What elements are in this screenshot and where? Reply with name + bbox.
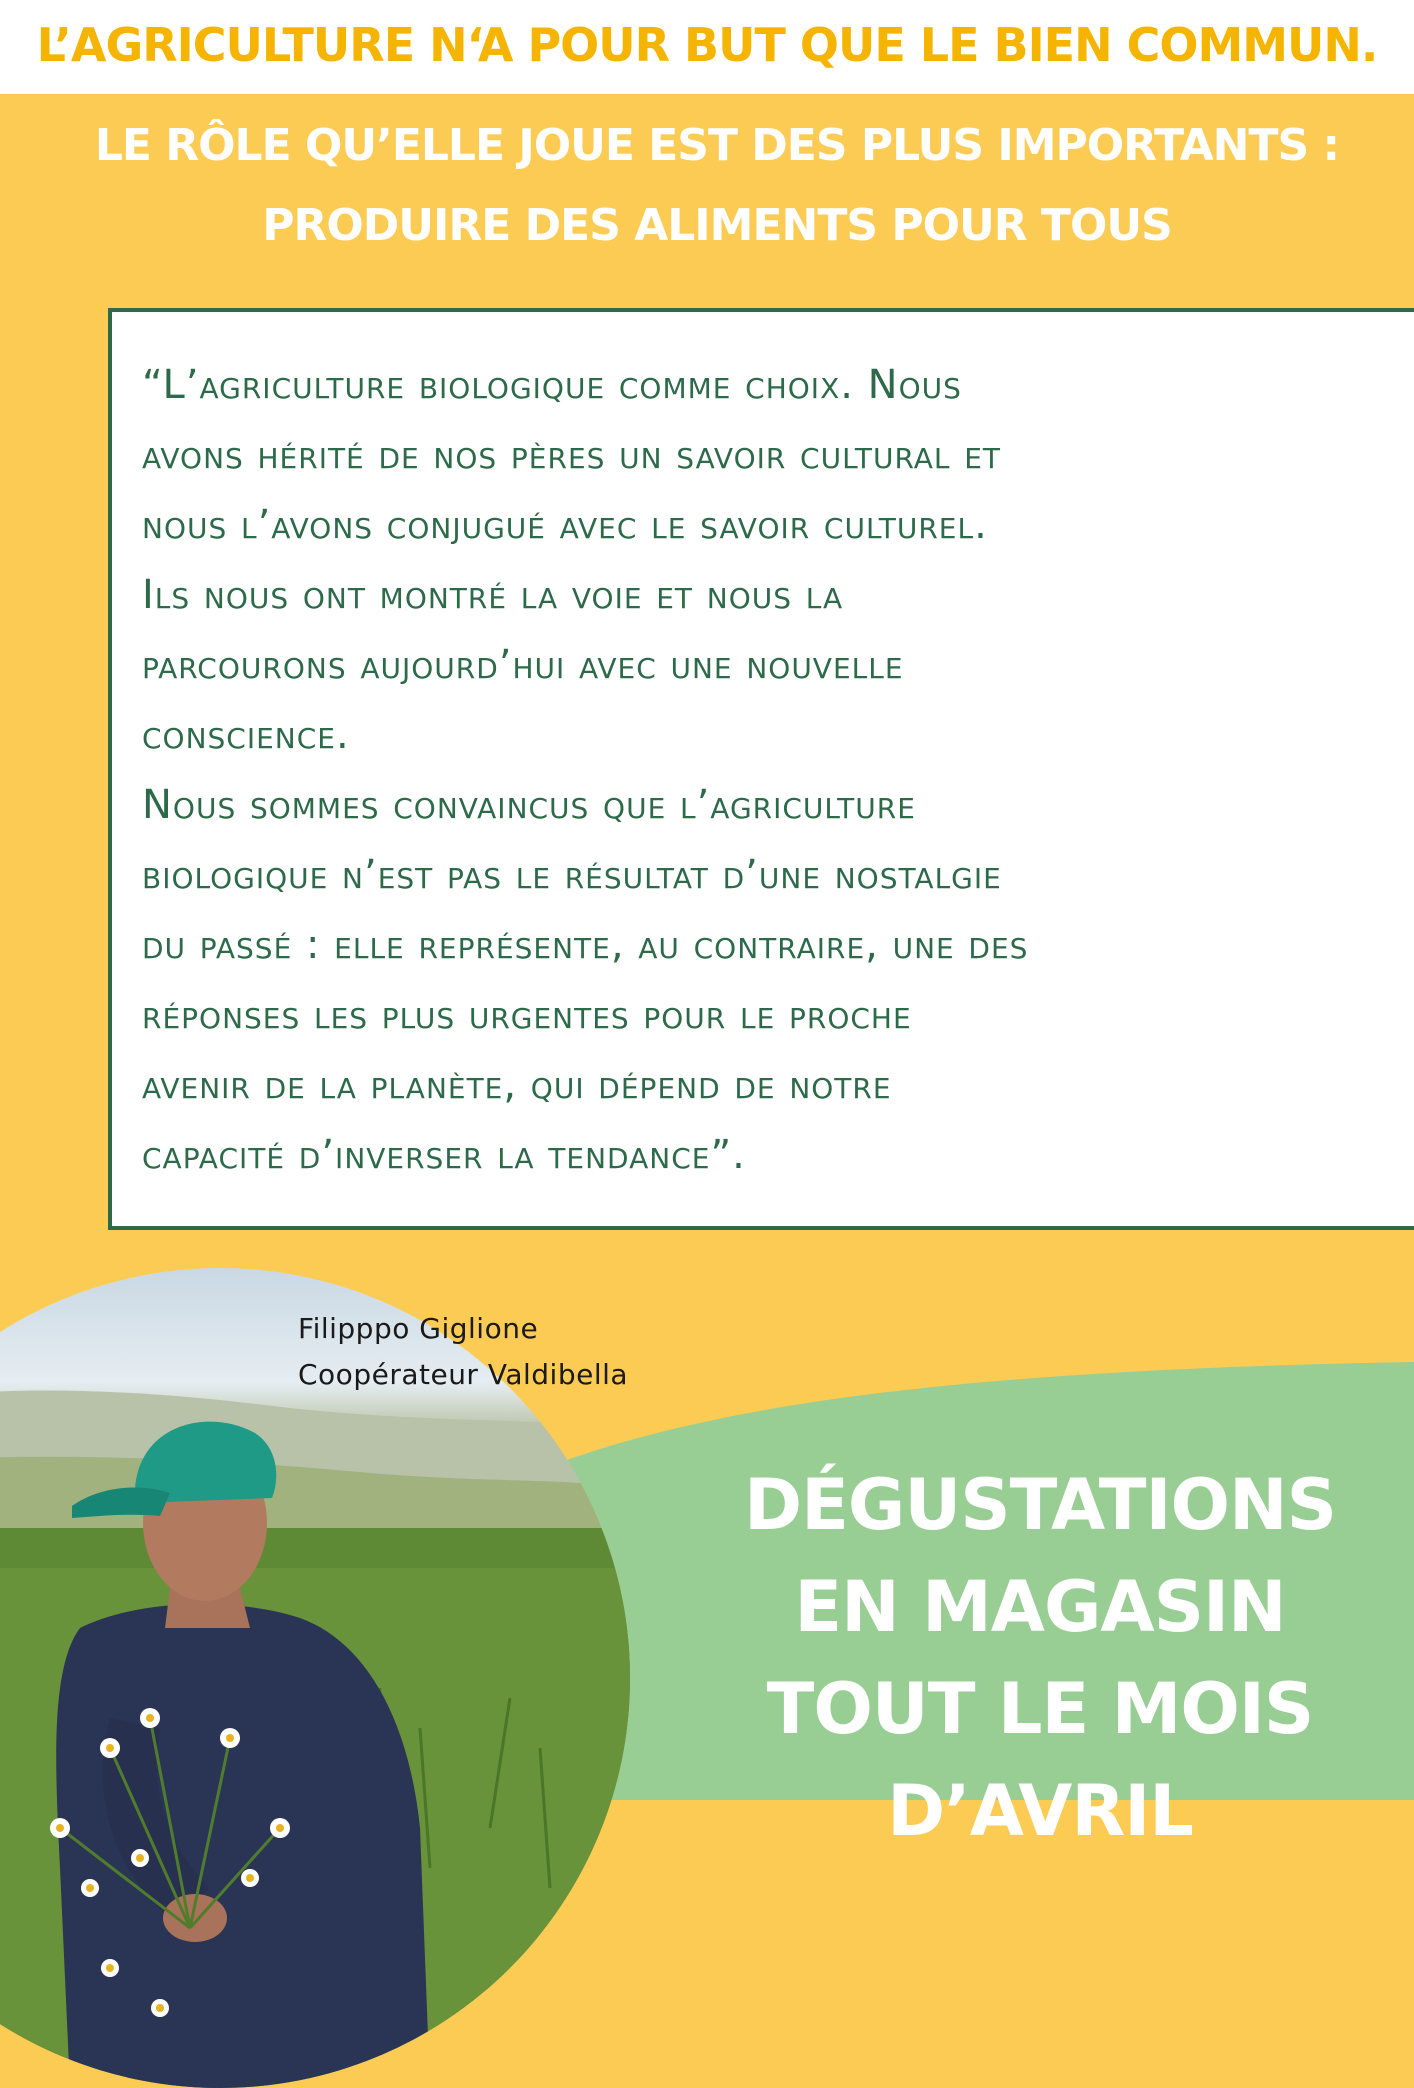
event-line: EN MAGASIN xyxy=(794,1566,1286,1648)
photo-caption xyxy=(298,1306,628,1398)
quote-line: Nous sommes convaincus que l’agriculture xyxy=(142,782,916,828)
quote-line: biologique n’est pas le résultat d’une nostalgie xyxy=(142,852,1002,898)
quote-line: parcourons aujourd’hui avec une nouvelle xyxy=(142,642,904,688)
event-line: TOUT LE MOIS xyxy=(766,1668,1314,1750)
quote-line: capacité d’inverser la tendance”. xyxy=(142,1132,746,1178)
event-announcement xyxy=(700,1454,1380,1862)
subtitle-line: LE RÔLE QU’ELLE JOUE EST DES PLUS IMPORTANTS : xyxy=(94,120,1340,171)
event-line: D’AVRIL xyxy=(887,1770,1193,1852)
event-line: DÉGUSTATIONS xyxy=(744,1464,1336,1546)
quote-line: du passé : elle représente, au contraire, une des xyxy=(142,922,1029,968)
quote-line: avenir de la planète, qui dépend de notre xyxy=(142,1062,892,1108)
quote-line: réponses les plus urgentes pour le proche xyxy=(142,992,912,1038)
quote-line: avons hérité de nos pères un savoir cultural et xyxy=(142,432,1002,478)
caption-name: Filipppo Giglione xyxy=(298,1312,539,1345)
quote-line: Ils nous ont montré la voie et nous la xyxy=(142,572,844,618)
subtitle-line: PRODUIRE DES ALIMENTS POUR TOUS xyxy=(262,200,1172,251)
quote-line: nous l’avons conjugué avec le savoir culturel. xyxy=(142,502,988,548)
quote-line: conscience. xyxy=(142,712,350,758)
caption-role: Coopérateur Valdibella xyxy=(298,1358,629,1391)
headline: L’AGRICULTURE N‘A POUR BUT QUE LE BIEN COMMUN. xyxy=(36,18,1378,72)
quote-line: “L’agriculture biologique comme choix. Nous xyxy=(142,362,962,408)
